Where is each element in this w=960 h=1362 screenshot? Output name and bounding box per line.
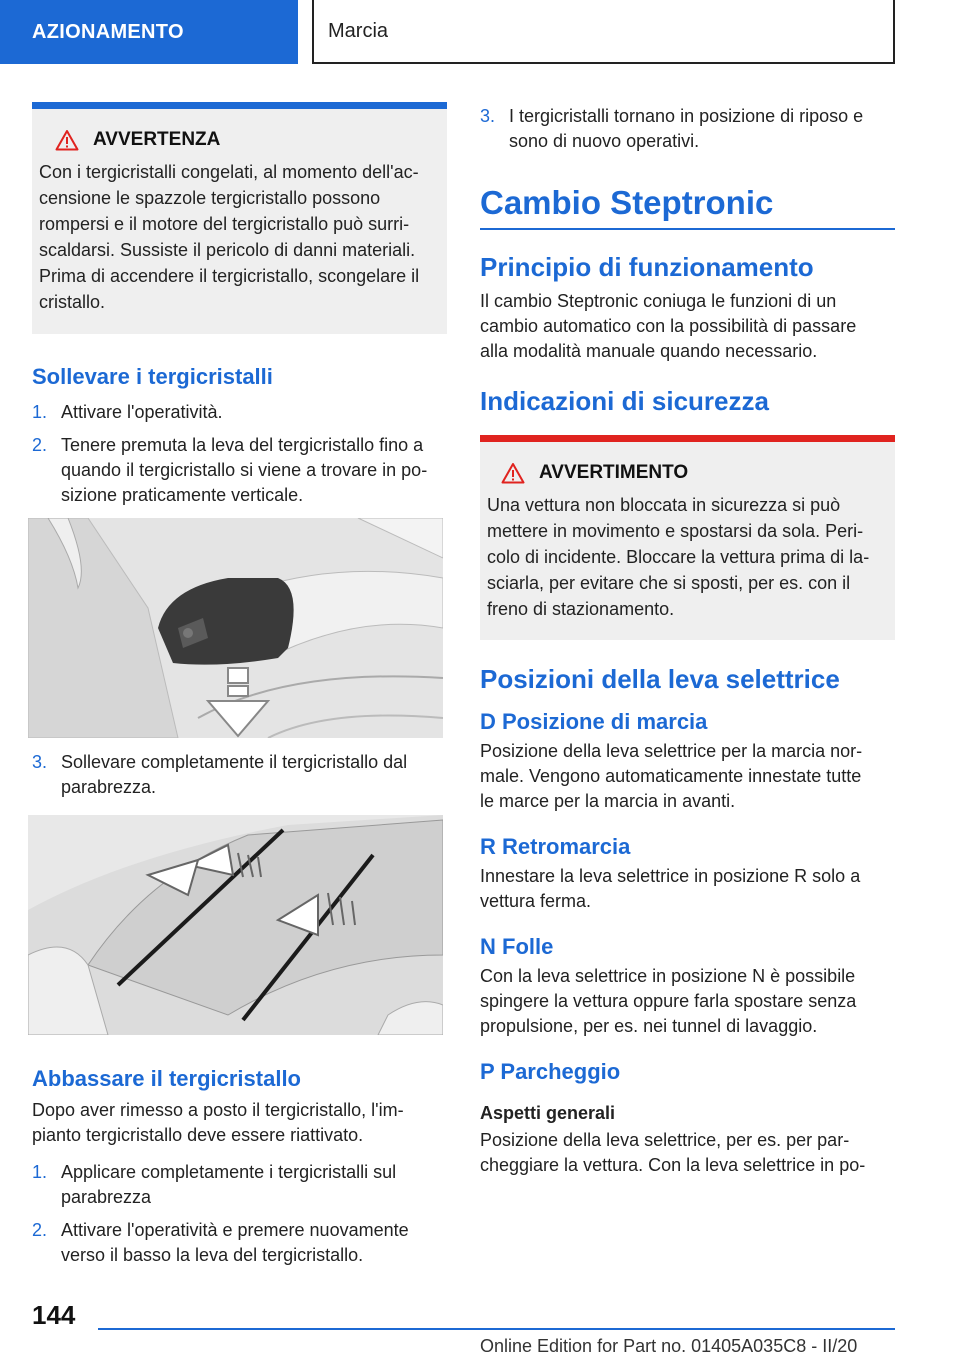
step-item xyxy=(32,1218,447,1268)
para-line: Innestare la leva selettrice in posizione R solo a xyxy=(480,866,861,886)
lower-steps xyxy=(32,1160,447,1268)
n-heading: N Folle xyxy=(480,934,554,959)
chapter-heading: Cambio Steptronic xyxy=(480,184,774,221)
wiper-raise-illustration xyxy=(28,815,443,1035)
step-number: 1. xyxy=(32,1162,48,1182)
step-item xyxy=(32,1160,447,1210)
positions-heading: Posizioni della leva selettrice xyxy=(480,664,840,694)
warning-triangle-icon xyxy=(501,462,525,484)
chapter-rule xyxy=(480,228,895,230)
warning-line: censione le spazzole tergicristallo possono xyxy=(39,188,381,208)
step-line: Applicare completamente i tergicristalli sul xyxy=(61,1162,397,1182)
step-text xyxy=(61,750,407,800)
p-heading: P Parcheggio xyxy=(480,1059,621,1084)
step-item xyxy=(480,104,895,154)
para-line: male. Vengono automaticamente innestate tutte xyxy=(480,766,862,786)
step-number: 2. xyxy=(32,1220,48,1240)
para-line: pianto tergicristallo deve essere riattivato. xyxy=(32,1125,364,1145)
chapter-title: Marcia xyxy=(328,19,389,42)
para-line: cambio automatico con la possibilità di passare xyxy=(480,316,857,336)
lower-intro xyxy=(32,1098,447,1148)
step-line: sizione praticamente verticale. xyxy=(61,485,304,505)
step-item xyxy=(32,400,447,425)
warning-box xyxy=(480,435,895,640)
step-number: 2. xyxy=(32,435,48,455)
warning-line: freno di stazionamento. xyxy=(487,599,675,619)
edition-note: Online Edition for Part no. 01405A035C8 - II/20 xyxy=(480,1336,858,1356)
right-column xyxy=(480,104,895,1178)
step-line: parabrezza. xyxy=(61,777,157,797)
para-line: alla modalità manuale quando necessario. xyxy=(480,341,818,361)
step-line: parabrezza xyxy=(61,1187,152,1207)
warning-line: Una vettura non bloccata in sicurezza si può xyxy=(487,495,841,515)
warning-triangle-icon xyxy=(55,129,79,151)
raise-heading: Sollevare i tergicristalli xyxy=(32,364,273,389)
left-column xyxy=(32,102,447,508)
page-number: 144 xyxy=(32,1300,76,1330)
step-line: Tenere premuta la leva del tergicristallo fino a xyxy=(61,435,424,455)
warning-title: AVVERTIMENTO xyxy=(539,462,689,483)
warning-line: cristallo. xyxy=(39,292,106,312)
step-text xyxy=(61,1160,396,1210)
raise-steps-cont xyxy=(32,750,447,800)
warning-text xyxy=(39,159,439,315)
warning-line: scaldarsi. Sussiste il pericolo di danni materiali. xyxy=(39,240,416,260)
n-text xyxy=(480,964,895,1039)
step-text xyxy=(61,433,427,508)
p-text xyxy=(480,1128,895,1178)
footer-rule xyxy=(98,1328,895,1330)
warning-title-row xyxy=(39,129,439,151)
step-number: 3. xyxy=(480,106,496,126)
left-column-step3 xyxy=(32,750,447,800)
lower-heading: Abbassare il tergicristallo xyxy=(32,1066,301,1091)
warning-line: colo di incidente. Bloccare la vettura prima di la- xyxy=(487,547,870,567)
warning-line: Prima di accendere il tergicristallo, scongelare il xyxy=(39,266,420,286)
r-heading: R Retromarcia xyxy=(480,834,631,859)
windscreen-drawing xyxy=(28,815,443,1035)
warning-line: mettere in movimento e spostarsi da sola. Peri- xyxy=(487,521,864,541)
step-line: Sollevare completamente il tergicristallo dal xyxy=(61,752,408,772)
principle-heading: Principio di funzionamento xyxy=(480,252,814,282)
wiper-stalk-illustration xyxy=(28,518,443,738)
chapter-tab xyxy=(312,0,895,64)
para-line: Il cambio Steptronic coniuga le funzioni di un xyxy=(480,291,837,311)
warning-line: sciarla, per evitare che si sposti, per es. con il xyxy=(487,573,851,593)
para-line: Dopo aver rimesso a posto il tergicristallo, l'im- xyxy=(32,1100,404,1120)
step-text xyxy=(509,104,863,154)
step-text: Attivare l'operatività. xyxy=(61,402,223,422)
safety-heading: Indicazioni di sicurezza xyxy=(480,386,769,416)
d-text xyxy=(480,739,895,814)
para-line: Posizione della leva selettrice per la marcia nor- xyxy=(480,741,863,761)
para-line: propulsione, per es. nei tunnel di lavaggio. xyxy=(480,1016,818,1036)
step-line: Attivare l'operatività e premere nuovamente xyxy=(61,1220,409,1240)
warning-title: AVVERTENZA xyxy=(93,129,221,150)
step-line: verso il basso la leva del tergicristallo. xyxy=(61,1245,364,1265)
step-item xyxy=(32,433,447,508)
warning-line: rompersi e il motore del tergicristallo può surri- xyxy=(39,214,410,234)
warning-line: Con i tergicristalli congelati, al momento dell'ac- xyxy=(39,162,419,182)
para-line: spingere la vettura oppure farla spostare senza xyxy=(480,991,857,1011)
raise-steps xyxy=(32,400,447,508)
step-item xyxy=(32,750,447,800)
para-line: le marce per la marcia in avanti. xyxy=(480,791,736,811)
warning-box xyxy=(32,102,447,334)
section-tab xyxy=(0,0,298,64)
d-heading: D Posizione di marcia xyxy=(480,709,708,734)
step-number: 3. xyxy=(32,752,48,772)
lower-steps-cont xyxy=(480,104,895,154)
principle-text xyxy=(480,289,895,364)
step-text xyxy=(61,1218,409,1268)
para-line: cheggiare la vettura. Con la leva selettrice in po- xyxy=(480,1155,866,1175)
section-title: AZIONAMENTO xyxy=(32,20,184,43)
p-subheading: Aspetti generali xyxy=(480,1103,616,1123)
step-line: I tergicristalli tornano in posizione di riposo e xyxy=(509,106,864,126)
para-line: Con la leva selettrice in posizione N è possibile xyxy=(480,966,856,986)
step-line: sono di nuovo operativi. xyxy=(509,131,700,151)
para-line: vettura ferma. xyxy=(480,891,592,911)
step-line: quando il tergicristallo si viene a trovare in po- xyxy=(61,460,428,480)
wiper-stalk-drawing xyxy=(28,518,443,738)
left-column-lower xyxy=(32,1066,447,1268)
warning-text xyxy=(487,492,887,622)
step-number: 1. xyxy=(32,402,48,422)
warning-title-row xyxy=(487,462,887,484)
r-text xyxy=(480,864,895,914)
para-line: Posizione della leva selettrice, per es. per par- xyxy=(480,1130,850,1150)
